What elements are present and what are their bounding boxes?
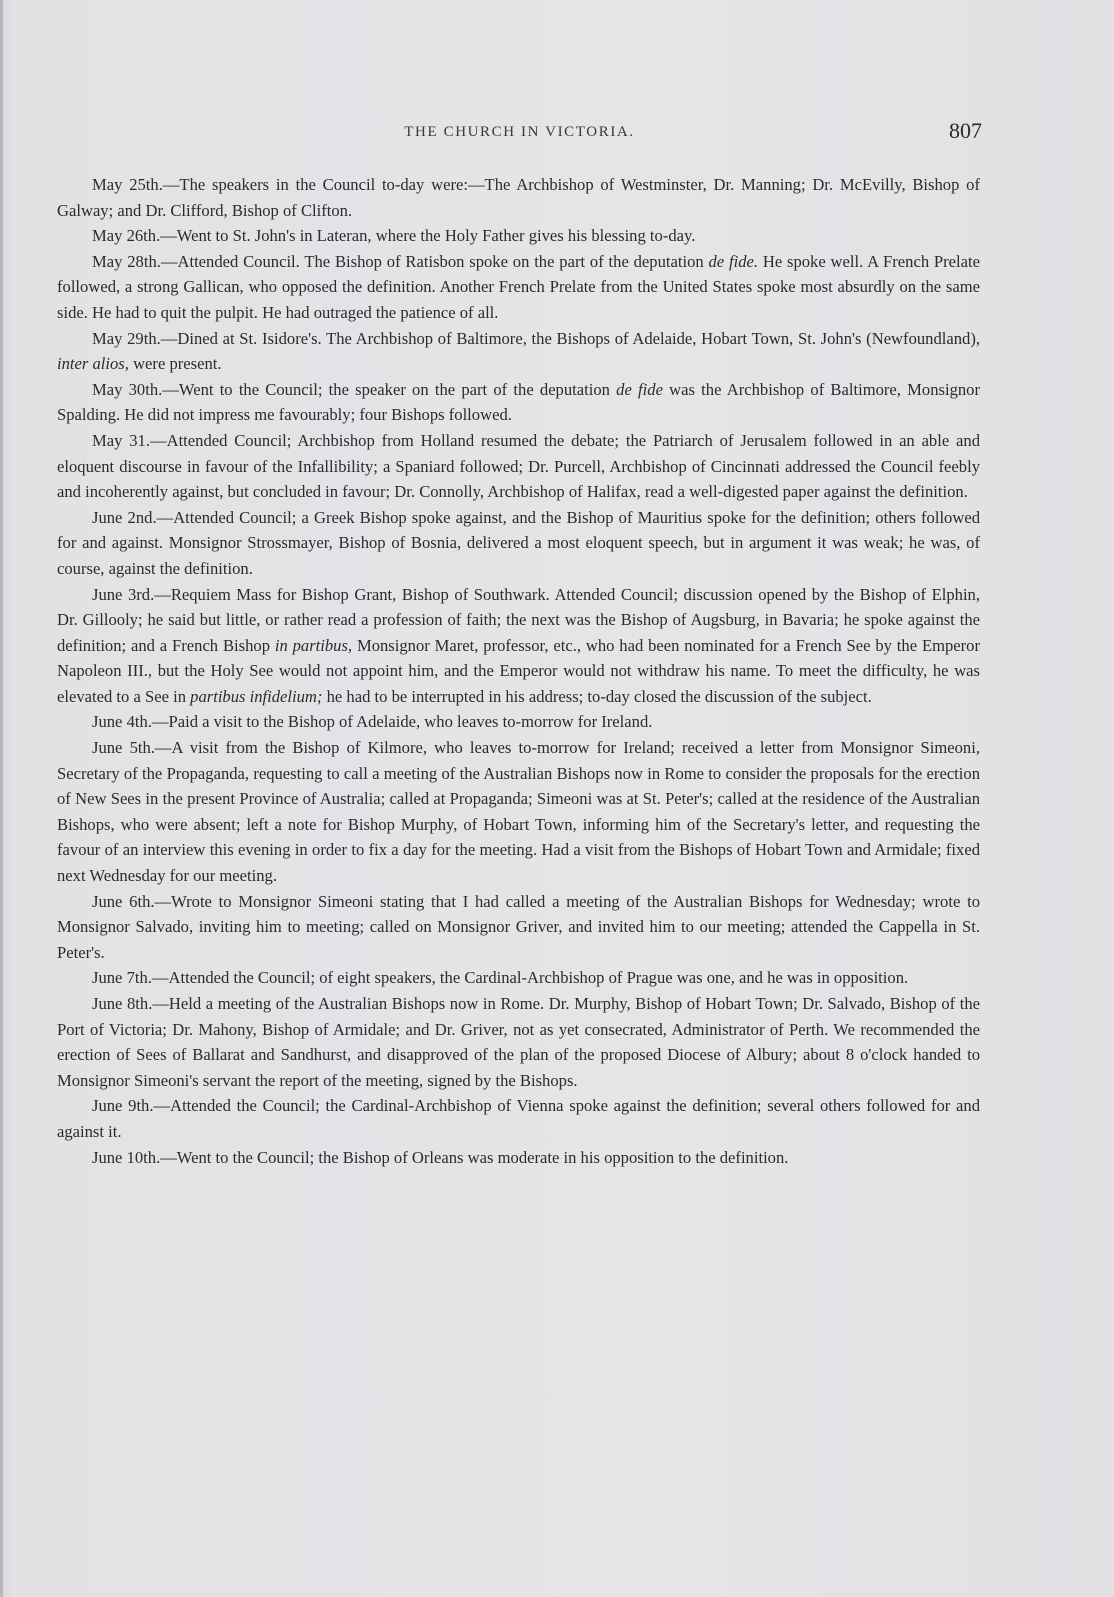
diary-entry: May 25th.—The speakers in the Council to-day were:—The Archbishop of Westminster, Dr. Manning; Dr. McEvilly, Bishop of Galway; and Dr. Clifford, Bishop of Clifton. xyxy=(57,175,980,220)
italic-phrase: de fide. xyxy=(708,251,759,271)
diary-entry: June 7th.—Attended the Council; of eight speakers, the Cardinal-Archbishop of Prague was one, and he was in opposition. xyxy=(92,968,909,988)
italic-phrase: inter alios, xyxy=(57,354,129,374)
page-gutter-edge xyxy=(0,0,3,1597)
diary-entry: June 2nd.—Attended Council; a Greek Bishop spoke against, and the Bishop of Mauritius spoke for the definition; others followed for and against. Monsignor Strossmayer, Bishop of Bosnia, delivered a most eloquent speech, but in argument it was weak; he was, of course, against the definition. xyxy=(57,507,980,578)
diary-entry: June 8th.—Held a meeting of the Australian Bishops now in Rome. Dr. Murphy, Bishop of Hobart Town; Dr. Salvado, Bishop of the Port of Victoria; Dr. Mahony, Bishop of Armidale; and Dr. Griver, not as yet consecrated, Administrator of Perth. We recommended the erection of Sees of Ballarat and Sandhurst, and disapproved of the plan of the proposed Diocese of Albury; about 8 o'clock handed to Monsignor Simeoni's servant the report of the meeting, signed by the Bishops. xyxy=(57,994,980,1090)
diary-entry: June 5th.—A visit from the Bishop of Kilmore, who leaves to-morrow for Ireland; received a letter from Monsignor Simeoni, Secretary of the Propaganda, requesting to call a meeting of the Australian Bishops now in Rome to consider the proposals for the erection of New Sees in the present Province of Australia; called at Propaganda; Simeoni was at St. Peter's; called at the residence of the Australian Bishops, who were absent; left a note for Bishop Murphy, of Hobart Town, informing him of the Secretary's letter, and requesting the favour of an interview this evening in order to fix a day for the meeting. Had a visit from the Bishops of Hobart Town and Armidale; fixed next Wednesday for our meeting. xyxy=(57,738,980,886)
diary-entry: June 9th.—Attended the Council; the Cardinal-Archbishop of Vienna spoke against the definition; several others followed for and against it. xyxy=(57,1096,980,1141)
diary-entry: June 10th.—Went to the Council; the Bishop of Orleans was moderate in his opposition to the definition. xyxy=(92,1147,789,1167)
diary-entry: June 3rd.—Requiem Mass for Bishop Grant, Bishop of Southwark. Attended Council; discussion opened by the Bishop of Elphin, Dr. Gillooly; he said but little, or rather read a profession of faith; the next was the Bishop of Augsburg, in Bavaria; he spoke against the definition; and a French Bishop in partibus, Monsignor Maret, professor, etc., who had been nominated for a French See by the Emperor Napoleon III., but the Holy See would not appoint him, and the Emperor would not withdraw his name. To meet the difficulty, he was elevated to a See in partibus infidelium; he had to be interrupted in his address; to-day closed the discussion of the subject. xyxy=(57,584,980,706)
diary-entry: May 29th.—Dined at St. Isidore's. The Archbishop of Baltimore, the Bishops of Adelaide, Hobart Town, St. John's (Newfoundland), inter alios, were present. xyxy=(57,328,980,374)
diary-entry: May 31.—Attended Council; Archbishop from Holland resumed the debate; the Patriarch of Jerusalem followed in an able and eloquent discourse in favour of the Infallibility; a Spaniard followed; Dr. Purcell, Archbishop of Cincinnati addressed the Council feebly and incoherently against, but concluded in favour; Dr. Connolly, Archbishop of Halifax, read a well-digested paper against the definition. xyxy=(57,430,980,502)
italic-phrase: in partibus, xyxy=(274,635,353,655)
italic-phrase: partibus infidelium; xyxy=(190,686,323,706)
diary-entry: June 6th.—Wrote to Monsignor Simeoni stating that I had called a meeting of the Australian Bishops for Wednesday; wrote to Monsignor Salvado, inviting him to meeting; called on Monsignor Griver, and invited him to our meeting; attended the Cappella in St. Peter's. xyxy=(57,891,980,962)
page-header xyxy=(57,118,982,148)
diary-entry: May 30th.—Went to the Council; the speaker on the part of the deputation de fide was the Archbishop of Baltimore, Monsignor Spalding. He did not impress me favourably; four Bishops followed. xyxy=(57,379,980,425)
diary-entry: May 26th.—Went to St. John's in Lateran, where the Holy Father gives his blessing to-day. xyxy=(92,226,696,246)
diary-entry: May 28th.—Attended Council. The Bishop of Ratisbon spoke on the part of the deputation de fide. He spoke well. A French Prelate followed, a strong Gallican, who opposed the definition. Another French Prelate from the United States spoke most absurdly on the same side. He had to quit the pulpit. He had outraged the patience of all. xyxy=(57,251,980,322)
italic-phrase: de fide xyxy=(616,379,663,399)
diary-entries xyxy=(57,172,980,1170)
diary-entry: June 4th.—Paid a visit to the Bishop of Adelaide, who leaves to-morrow for Ireland. xyxy=(92,712,653,732)
page-number: 807 xyxy=(949,118,982,143)
running-head: THE CHURCH IN VICTORIA. xyxy=(404,124,635,140)
